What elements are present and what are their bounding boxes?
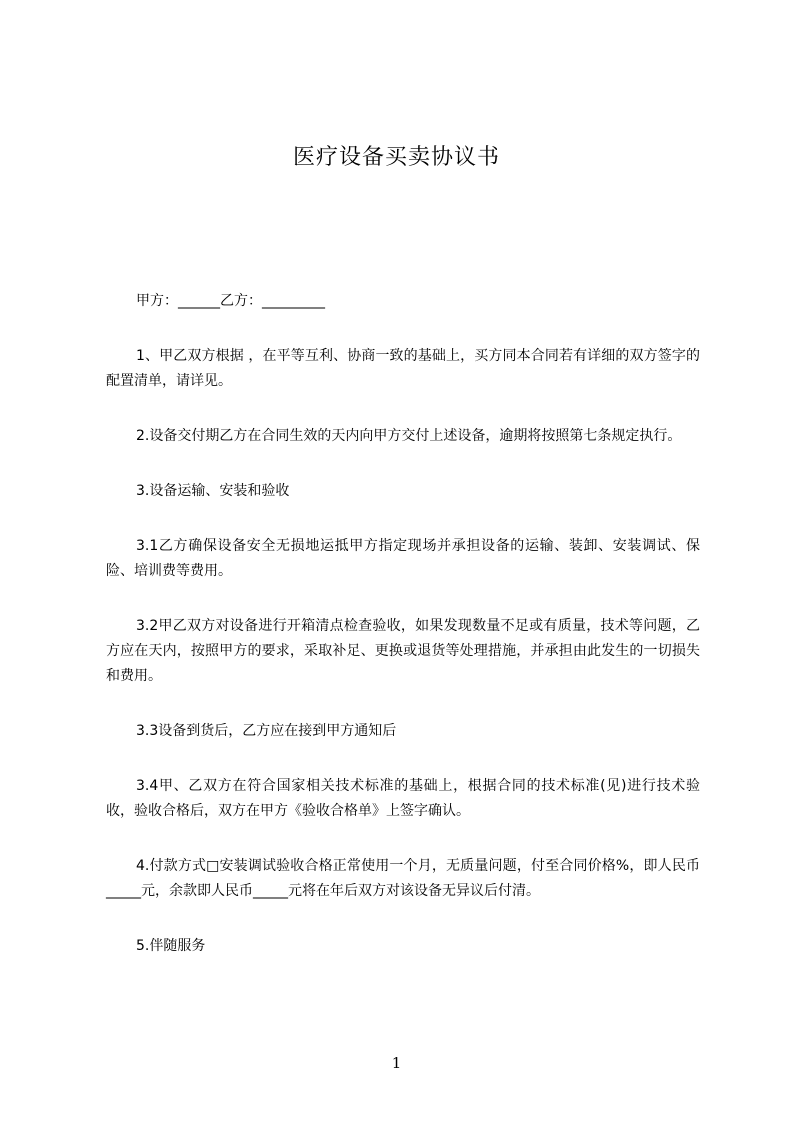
clause-3-2: 3.2甲乙双方对设备进行开箱清点检查验收，如果发现数量不足或有质量，技术等问题，乙方应在天内，按照甲方的要求，采取补足、更换或退货等处理措施，并承担由此发生的一切损失和费用。: [106, 618, 700, 684]
clause-3-3: 3.3设备到货后，乙方应在接到甲方通知后: [136, 723, 397, 739]
clause-1: 1、甲乙双方根据 ，在平等互利、协商一致的基础上，买方同本合同若有详细的双方签字的配置清单，请详见。: [106, 348, 700, 389]
clause-4: 4.付款方式□安装调试验收合格正常使用一个月，无质量问题，付至合同价格%，即人民币_____元，余款即人民币_____元将在年后双方对该设备无异议后付清。: [106, 858, 700, 899]
clause-5-heading: 5.伴随服务: [136, 938, 206, 954]
clause-3-4: 3.4甲、乙双方在符合国家相关技术标准的基础上，根据合同的技术标准(见)进行技术验收，验收合格后，双方在甲方《验收合格单》上签字确认。: [106, 778, 700, 819]
page-number: 1: [391, 1054, 402, 1072]
document-body: [106, 289, 700, 989]
clause-3-heading: 3.设备运输、安装和验收: [136, 483, 290, 499]
clause-2: 2.设备交付期乙方在合同生效的天内向甲方交付上述设备，逾期将按照第七条规定执行。: [136, 428, 682, 444]
parties-line: 甲方：______乙方：_________: [136, 293, 325, 309]
document-title: 医疗设备买卖协议书: [292, 145, 500, 170]
clause-3-1: 3.1乙方确保设备安全无损地运抵甲方指定现场并承担设备的运输、装卸、安装调试、保险、培训费等费用。: [106, 538, 700, 579]
